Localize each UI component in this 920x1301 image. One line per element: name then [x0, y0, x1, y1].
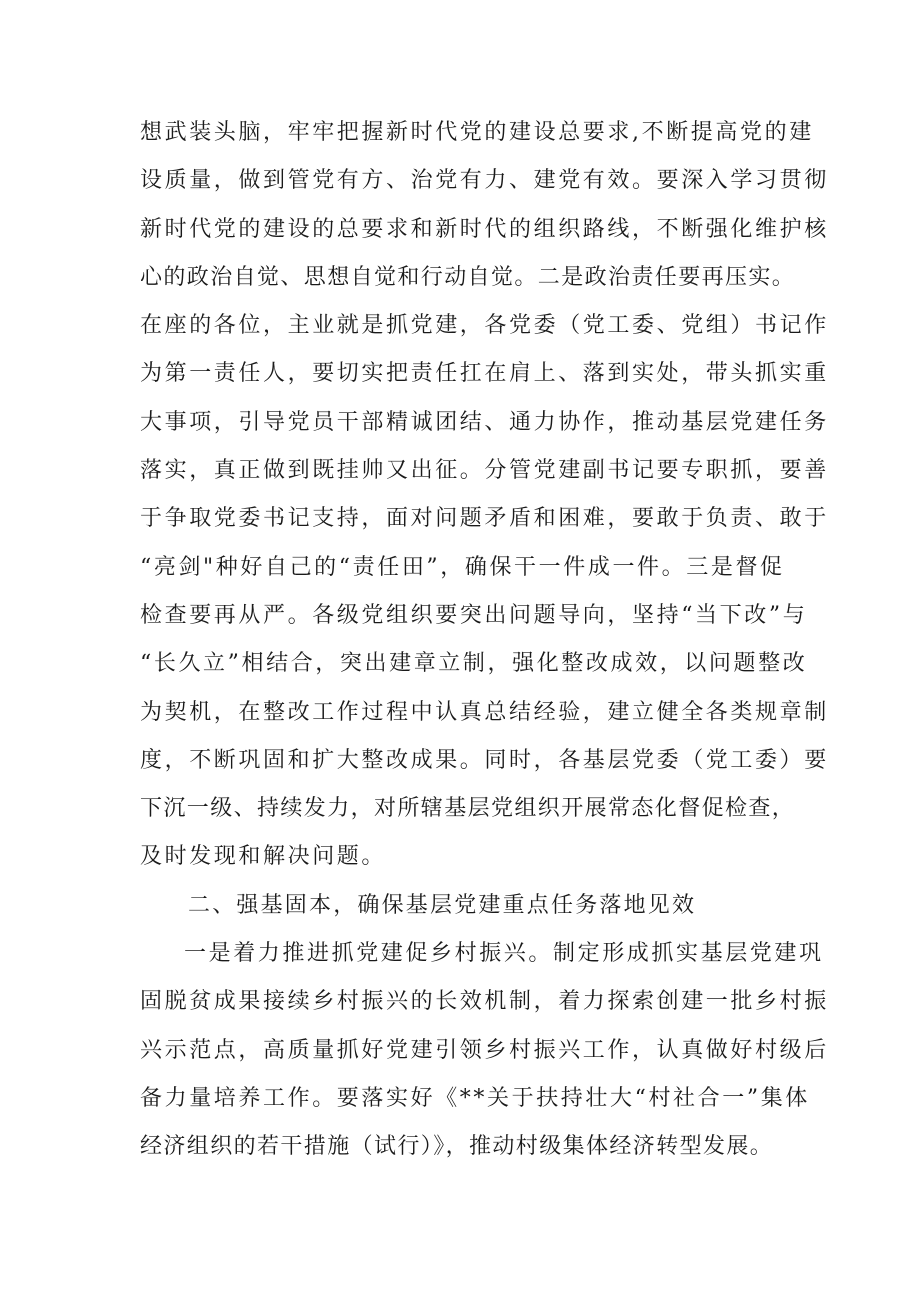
- body-line: 于争取党委书记支持，面对问题矛盾和困难，要敢于负责、敢于: [140, 506, 829, 532]
- body-line: “亮剑"种好自己的“责任田”，确保干一件成一件。三是督促: [140, 554, 785, 580]
- body-line: 设质量，做到管党有方、治党有力、建党有效。要深入学习贯彻: [140, 168, 829, 194]
- body-line: 落实，真正做到既挂帅又出征。分管党建副书记要专职抓，要善: [140, 458, 829, 484]
- body-line: 新时代党的建设的总要求和新时代的组织路线，不断强化维护核: [140, 216, 829, 242]
- body-line: 下沉一级、持续发力，对所辖基层党组织开展常态化督促检查，: [140, 796, 796, 822]
- body-line: 在座的各位，主业就是抓党建，各党委（党工委、党组）书记作: [140, 313, 829, 339]
- body-line: 为契机，在整改工作过程中认真总结经验，建立健全各类规章制: [140, 699, 829, 725]
- body-line: 兴示范点，高质量抓好党建引领乡村振兴工作，认真做好村级后: [140, 1037, 829, 1063]
- body-line: 心的政治自觉、思想自觉和行动自觉。二是政治责任要再压实。: [140, 264, 796, 290]
- body-line: 想武装头脑，牢牢把握新时代党的建设总要求,不断提高党的建: [140, 120, 814, 145]
- body-line: 固脱贫成果接续乡村振兴的长效机制，着力探索创建一批乡村振: [140, 989, 829, 1015]
- section-heading: 二、强基固本，确保基层党建重点任务落地见效: [188, 892, 697, 918]
- body-line: 度，不断巩固和扩大整改成果。同时，各基层党委（党工委）要: [140, 747, 829, 773]
- body-line: 大事项，引导党员干部精诚团结、通力协作，推动基层党建任务: [140, 409, 829, 435]
- body-line: 及时发现和解决问题。: [140, 844, 387, 870]
- body-line: “长久立”相结合，突出建章立制，强化整改成效，以问题整改: [140, 651, 808, 677]
- body-line: 备力量培养工作。要落实好《**关于扶持壮大“村社合一”集体: [140, 1085, 810, 1111]
- body-line: 为第一责任人，要切实把责任扛在肩上、落到实处，带头抓实重: [140, 361, 829, 387]
- body-line: 经济组织的若干措施（试行）》，推动村级集体经济转型发展。: [140, 1134, 774, 1160]
- body-line: 一是着力推进抓党建促乡村振兴。制定形成抓实基层党建巩: [184, 941, 824, 967]
- document-body: [140, 109, 829, 1172]
- body-line: 检查要再从严。各级党组织要突出问题导向，坚持“当下改”与: [140, 602, 808, 628]
